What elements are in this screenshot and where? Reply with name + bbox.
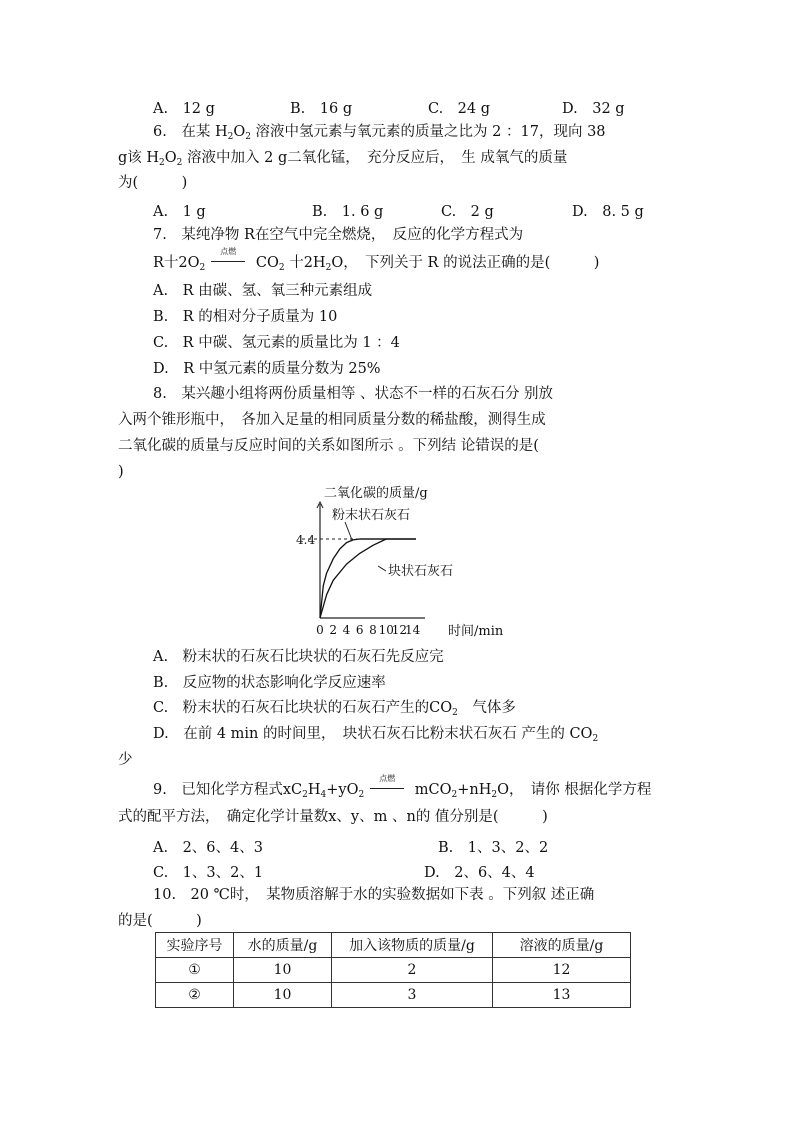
q8-line-1: 8. 某兴趣小组将两份质量相等 、状态不一样的石灰石分 别放 [153, 386, 554, 402]
table-header: 水的质量/g [234, 933, 332, 958]
chart-y-label: 二氧化碳的质量/g [324, 486, 428, 501]
q6-option-b: B. 1. 6 g [312, 204, 384, 220]
q6-option-d: D. 8. 5 g [572, 204, 644, 220]
q8-line-4: ) [118, 464, 124, 480]
q7-option-c: C. R 中碳、氢元素的质量比为 1 ：4 [153, 335, 400, 351]
q8-option-c: C. 粉末状的石灰石比块状的石灰石产生的$CO_2$ 气体多 [153, 700, 516, 718]
chart-y-mark: 4.4 [296, 533, 316, 547]
table-cell: ① [156, 958, 234, 983]
q5-option-d: D. 32 g [562, 101, 625, 117]
table-cell: 12 [493, 958, 631, 983]
q9-option-a: A. 2、6、4、3 [153, 840, 263, 856]
series-label-powder: 粉末状石灰石 [332, 508, 411, 523]
q8-line-2: 入两个锥形瓶中， 各加入足量的相同质量分数的稀盐酸，测得生成 [118, 412, 546, 428]
q6-line-3: 为( ) [118, 175, 188, 191]
powder-leader-line [345, 522, 352, 540]
q6-line-2: g该 $H_2O_2$ 溶液中加入 2 g二氧化锰， 充分反应后， 生 成氧气的质量 [118, 150, 568, 168]
table-cell: 3 [332, 983, 493, 1008]
q7-option-a: A. R 由碳、氢、氧三种元素组成 [153, 283, 373, 299]
q9-line-1: 9. 已知化学方程式$xC_2H_4+yO_2$ 点燃 $mCO_2+nH_2O$， 请你 根据化学方程 [153, 774, 652, 800]
table-cell: 10 [234, 958, 332, 983]
q9-line-2: 式的配平方法， 确定化学计量数x、y、m 、n的 值分别是( ) [118, 809, 548, 825]
q8-option-b: B. 反应物的状态影响化学反应速率 [153, 675, 386, 691]
reaction-arrow: 点燃 [205, 254, 251, 272]
x-tick-label: 12 [391, 623, 408, 637]
series-label-block: 块状石灰石 [388, 564, 454, 579]
block-leader-line [378, 566, 386, 571]
x-tick-label: 10 [378, 623, 394, 637]
q8-option-d-end: 少 [118, 752, 133, 768]
q6-line-1: 6. 在某 $H_2O_2$ 溶液中氢元素与氧元素的质量之比为 2 ：17，现向 38 [153, 124, 606, 142]
table-cell: 13 [493, 983, 631, 1008]
table-header-row [156, 933, 631, 958]
q5-option-b: B. 16 g [290, 101, 353, 117]
q5-option-a: A. 12 g [153, 101, 215, 117]
q7-option-b: B. R 的相对分子质量为 10 [153, 309, 338, 325]
table-header: 实验序号 [156, 933, 234, 958]
reaction-arrow-2: 点燃 [364, 781, 410, 799]
q6-option-a: A. 1 g [153, 204, 206, 220]
table-row [156, 958, 631, 983]
q10-line-2: 的是( ) [118, 913, 202, 929]
chart-x-label: 时间/min [448, 624, 504, 639]
q9-option-d: D. 2、6、4、4 [424, 865, 535, 881]
q7-line-1: 7. 某纯净物 R在空气中完全燃烧， 反应的化学方程式为 [153, 227, 524, 243]
x-tick-label: 14 [405, 623, 421, 637]
x-tick-label: 6 [355, 623, 364, 637]
q8-option-d: D. 在前 4 min 的时间里， 块状石灰石比粉末状石灰石 产生的 $CO_2$ [153, 726, 599, 744]
table-row [156, 983, 631, 1008]
q7-equation-line: R十$2O_2$ 点燃 $CO_2$ 十$2H_2O$， 下列关于 R 的说法正确的是( ) [153, 247, 600, 273]
co2-mass-time-chart [280, 478, 510, 640]
q7-option-d: D. R 中氢元素的质量分数为 25% [153, 361, 381, 377]
table-cell: ② [156, 983, 234, 1008]
table-header: 加入该物质的质量/g [332, 933, 493, 958]
q9-option-b: B. 1、3、2、2 [438, 840, 549, 856]
table-header: 溶液的质量/g [493, 933, 631, 958]
q8-option-a: A. 粉末状的石灰石比块状的石灰石先反应完 [153, 649, 444, 665]
table-cell: 2 [332, 958, 493, 983]
q9-option-c: C. 1、3、2、1 [153, 865, 264, 881]
q6-option-c: C. 2 g [441, 204, 494, 220]
x-tick-label: 2 [329, 623, 338, 637]
experiment-table [155, 932, 631, 1008]
table-cell: 10 [234, 983, 332, 1008]
x-tick-label: 4 [342, 623, 351, 637]
q5-option-c: C. 24 g [428, 101, 491, 117]
q10-line-1: 10. 20 ℃时， 某物质溶解于水的实验数据如下表 。下列叙 述正确 [153, 887, 595, 903]
x-tick-label: 8 [369, 623, 377, 637]
q8-line-3: 二氧化碳的质量与反应时间的关系如图所示 。下列结 论错误的是( [118, 438, 539, 454]
x-tick-label: 0 [316, 623, 324, 637]
